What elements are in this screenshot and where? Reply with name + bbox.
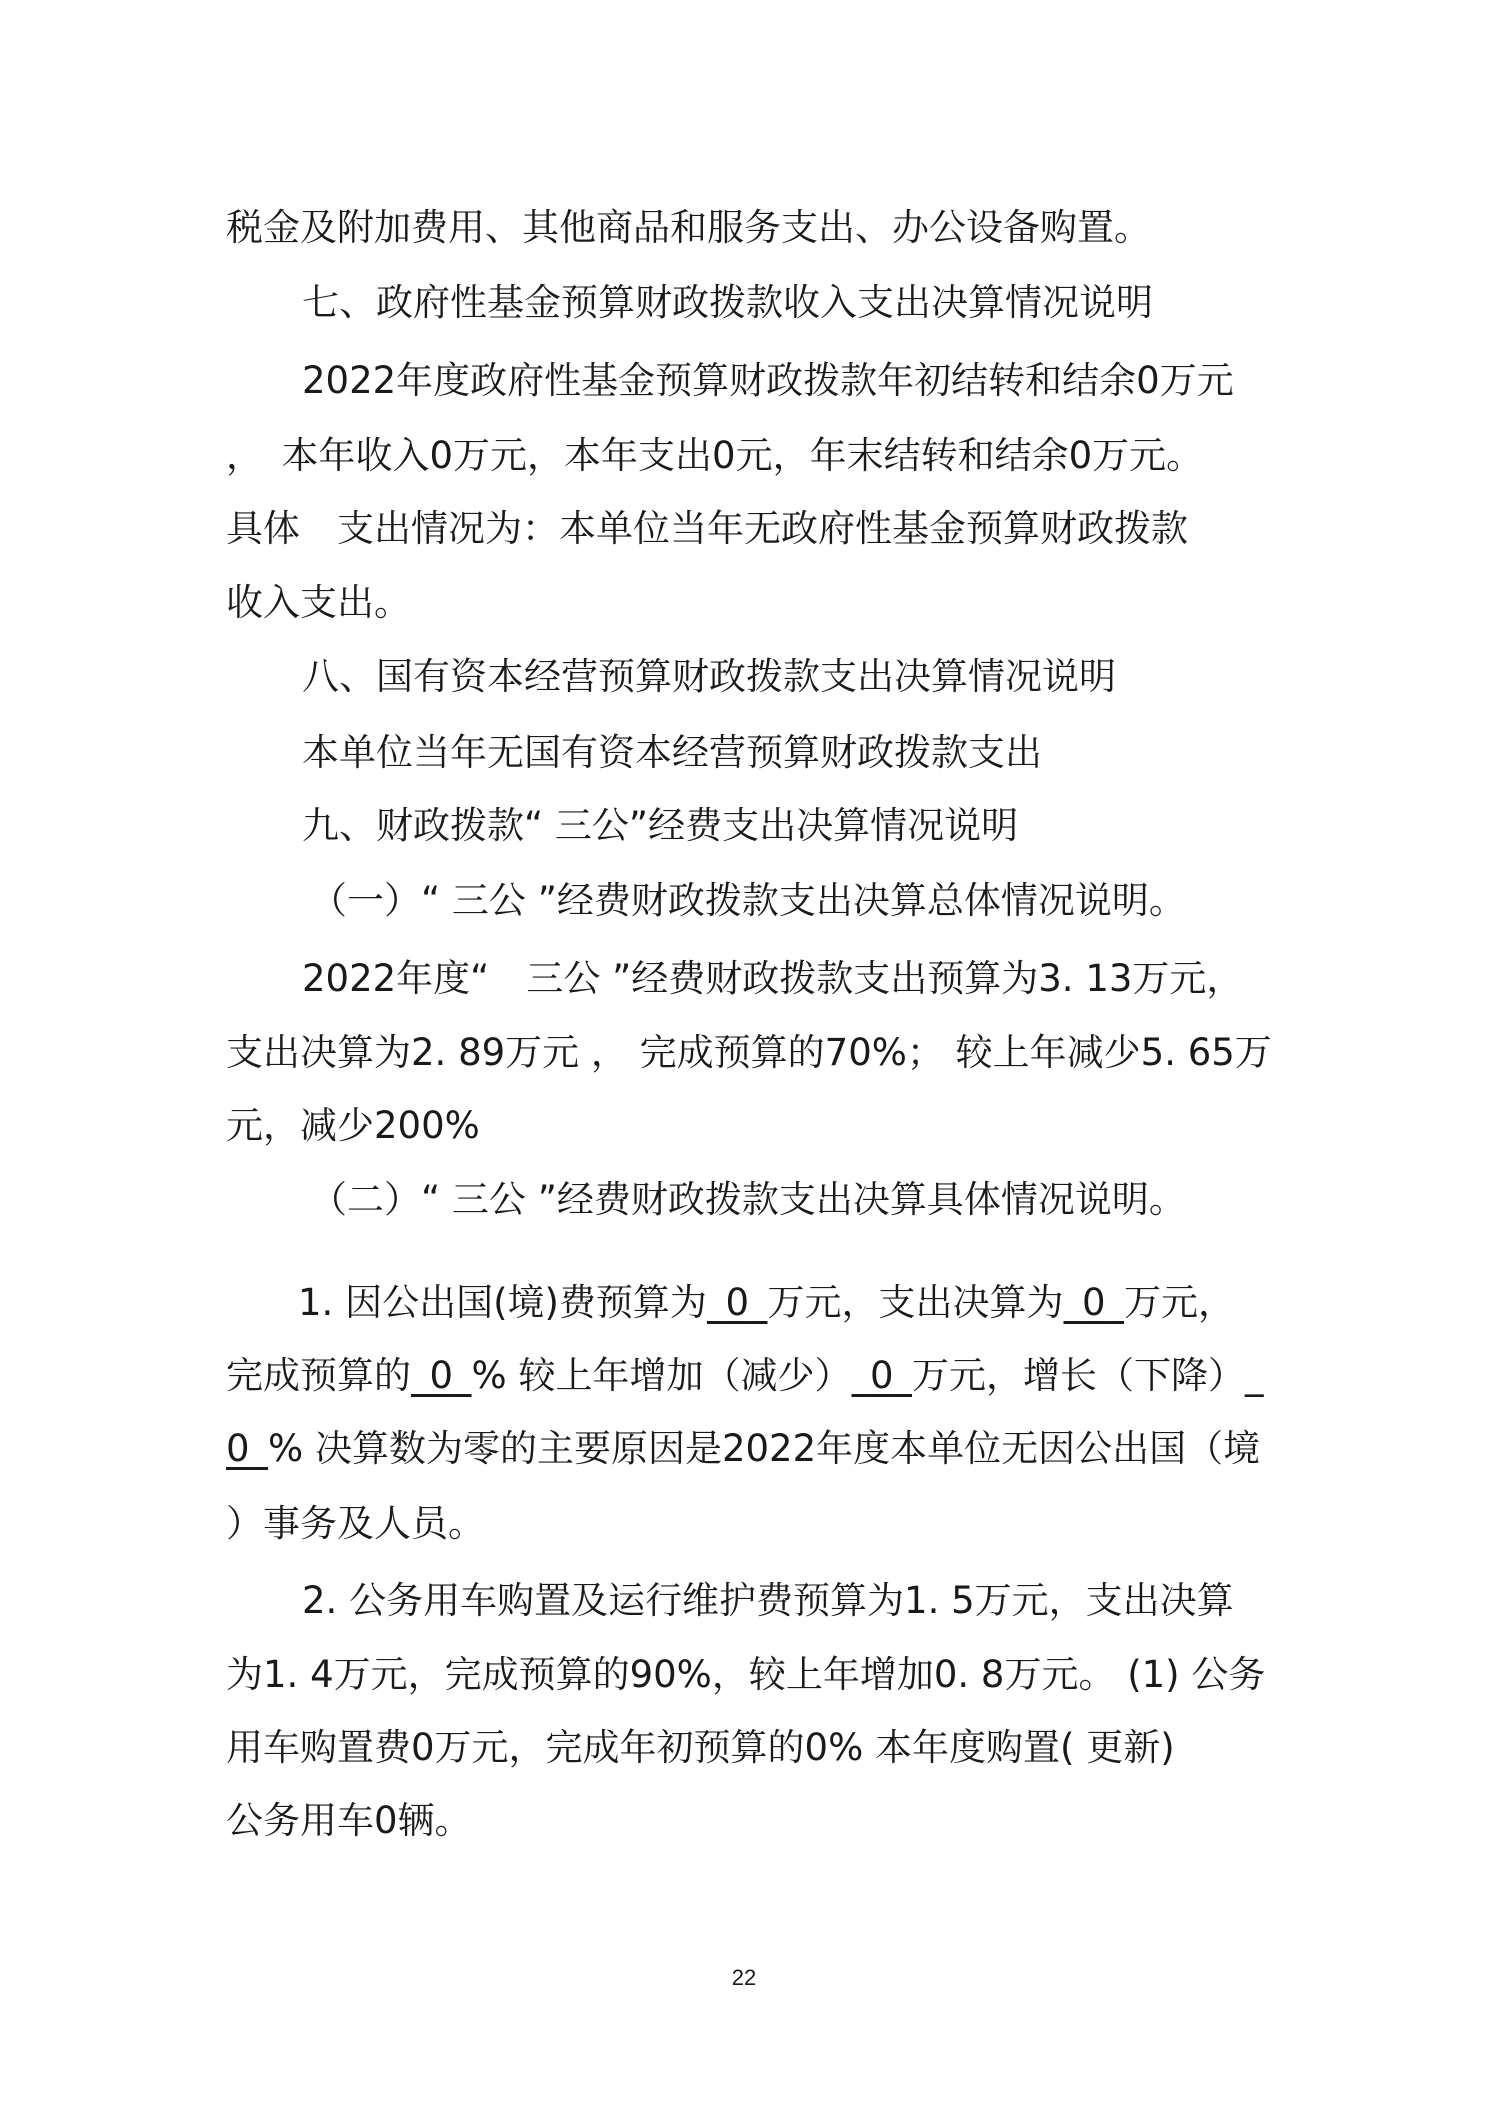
subsection-heading-1: （一）“ 三公 ”经费财政拨款支出决算总体情况说明。: [310, 879, 1186, 922]
text-line: 具体 支出情况为：本单位当年无政府性基金预算财政拨款: [226, 507, 1188, 550]
text-line: [298, 1281, 1236, 1324]
text-line: ， 本年收入0万元，本年支出0元，年末结转和结余0万元。: [226, 434, 1204, 477]
section-heading-9: 九、财政拨款“ 三公”经费支出决算情况说明: [302, 804, 1019, 847]
fill-blank-value: 0: [1081, 1281, 1106, 1324]
section-heading-7: 七、政府性基金预算财政拨款收入支出决算情况说明: [302, 281, 1153, 324]
page-number: 22: [731, 1965, 757, 1990]
fill-blank-value: 0: [869, 1354, 894, 1397]
text-line: 2022年度“ 三公 ”经费财政拨款支出预算为3. 13万元，: [302, 957, 1244, 1000]
text-line: 公务用车0辆。: [226, 1799, 472, 1842]
text-span: 万元，支出决算为: [767, 1281, 1064, 1324]
text-line: 收入支出。: [226, 581, 411, 624]
text-line: ）事务及人员。: [226, 1502, 485, 1545]
text-span: % 较上年增加（减少）: [471, 1354, 852, 1397]
fill-blank-value: 0: [226, 1427, 250, 1470]
text-line: 2. 公务用车购置及运行维护费预算为1. 5万元，支出决算: [302, 1579, 1234, 1622]
fill-blank-value: 0: [429, 1354, 454, 1397]
text-line: 为1. 4万元，完成预算的90%，较上年增加0. 8万元。 (1) 公务: [226, 1653, 1266, 1696]
text-line: 税金及附加费用、其他商品和服务支出、办公设备购置。: [226, 206, 1151, 249]
text-span: 万元，增长（下降）_: [912, 1354, 1264, 1397]
text-span: 1. 因公出国(境)费预算为: [298, 1281, 707, 1324]
fill-blank-value: 0: [725, 1281, 749, 1324]
text-span: % 决算数为零的主要原因是2022年度本单位无因公出国（境: [268, 1427, 1261, 1470]
subsection-heading-2: （二）“ 三公 ”经费财政拨款支出决算具体情况说明。: [310, 1178, 1186, 1221]
text-line: 用车购置费0万元，完成年初预算的0% 本年度购置( 更新): [226, 1726, 1175, 1769]
text-line: 支出决算为2. 89万元 ， 完成预算的70%； 较上年减少5. 65万: [226, 1031, 1272, 1074]
section-heading-8: 八、国有资本经营预算财政拨款支出决算情况说明: [302, 655, 1116, 698]
text-line: [226, 1354, 1264, 1397]
text-span: 完成预算的: [226, 1354, 411, 1397]
text-line: 2022年度政府性基金预算财政拨款年初结转和结余0万元: [302, 359, 1234, 402]
text-span: 万元，: [1124, 1281, 1236, 1324]
text-line: 元，减少200%: [226, 1104, 480, 1147]
text-line: 本单位当年无国有资本经营预算财政拨款支出: [302, 731, 1042, 774]
text-line: [226, 1427, 1261, 1470]
